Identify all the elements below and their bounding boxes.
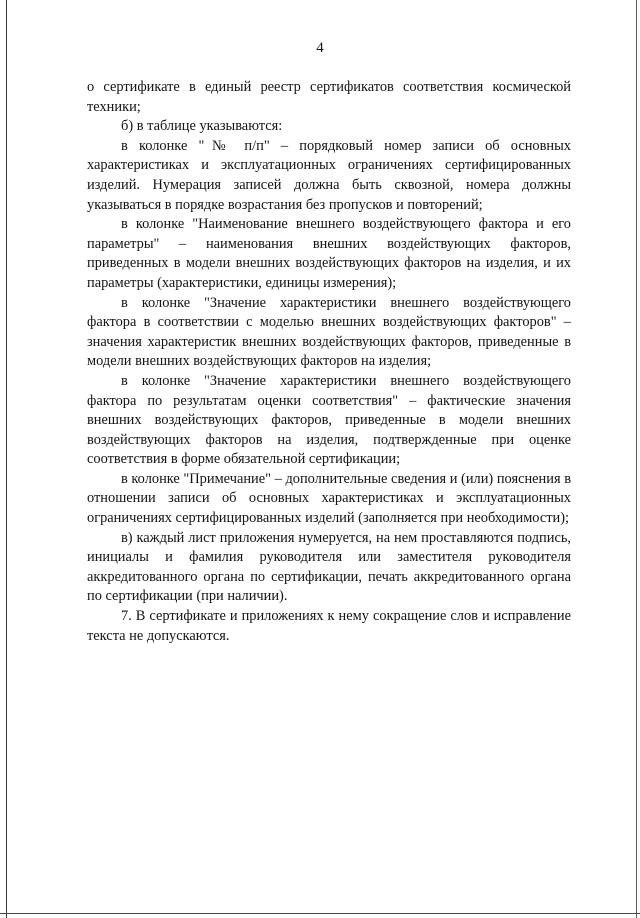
- paragraph-column-model-value: в колонке "Значение характеристики внешнего воздействующего фактора в соответствии с моделью внешних воздействующих факторов" – значения характеристик внешних воздействующих факторов, приведенные в модели внешних воздействующих факторов на изделия;: [87, 294, 571, 370]
- document-body: [87, 78, 571, 646]
- scan-edge-left: [6, 0, 7, 918]
- paragraph-sheet-numbering: в) каждый лист приложения нумеруется, на нем проставляются подпись, инициалы и фамилия руководителя или заместителя руководителя аккредитованного органа по сертификации, печать аккредитованного органа по сертификации (при наличии).: [87, 529, 571, 605]
- paragraph-item-7: 7. В сертификате и приложениях к нему сокращение слов и исправление текста не допускаются.: [87, 608, 571, 644]
- paragraph-table-items-heading: б) в таблице указываются:: [121, 118, 283, 135]
- paragraph-column-note: в колонке "Примечание" – дополнительные сведения и (или) пояснения в отношении записи об основных характеристиках и эксплуатационных ограничениях сертифицированных изделий (заполняется при необходимости);: [87, 470, 571, 527]
- page-number: 4: [316, 40, 324, 56]
- paragraph-column-factor-name: в колонке "Наименование внешнего воздействующего фактора и его параметры" – наименования внешних воздействующих факторов, приведенных в модели внешних воздействующих факторов на изделия, и их параметры (характеристики, единицы измерения);: [87, 216, 571, 291]
- scan-edge-right: [636, 0, 637, 918]
- scan-edge-bottom: [0, 913, 640, 914]
- paragraph-registry-continuation: о сертификате в единый реестр сертификатов соответствия космической техники;: [87, 79, 571, 115]
- paragraph-column-number: в колонке "№ п/п" – порядковый номер записи об основных характеристиках и эксплуатационных ограничениях сертифицированных изделий. Нумерация записей должна быть сквозной, номера должны указываться в порядке возрастания без пропусков и повторений;: [87, 137, 571, 213]
- paragraph-column-assessment-value: в колонке "Значение характеристики внешнего воздействующего фактора по результатам оценки соответствия" – фактические значения внешних воздействующих факторов, приведенные в модели внешних воздействующих факторов на изделия, подтвержденные при оценке соответствия в форме обязательной сертификации;: [87, 372, 571, 468]
